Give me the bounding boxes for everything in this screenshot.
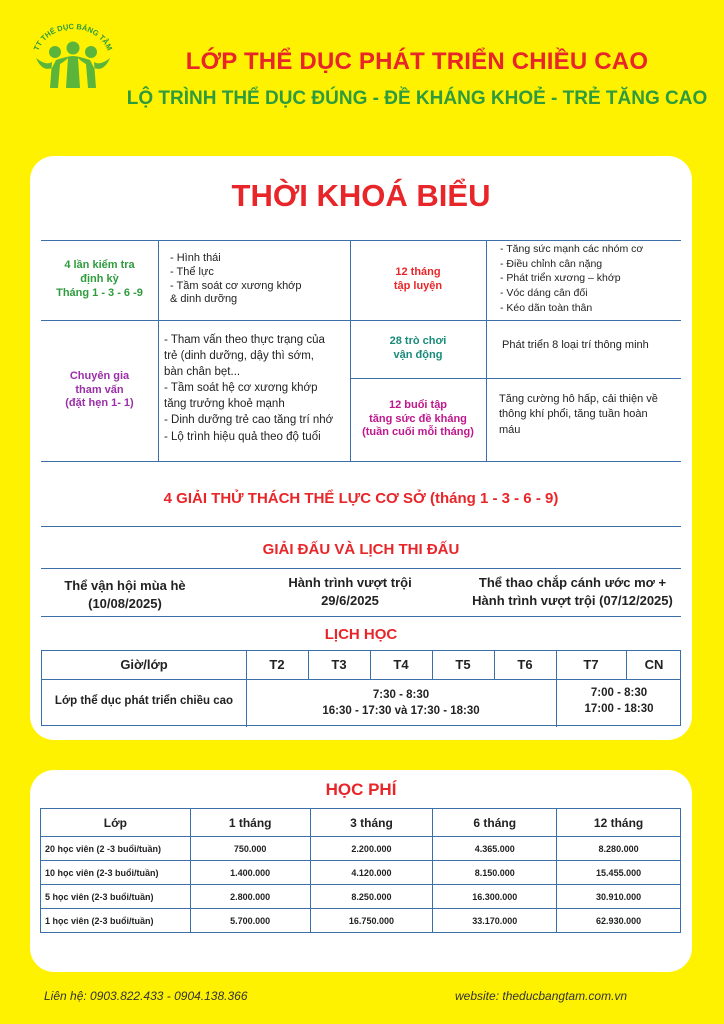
page-title: LỚP THỂ DỤC PHÁT TRIỂN CHIỀU CAO xyxy=(185,48,649,75)
timetable-title: LỊCH HỌC xyxy=(324,626,398,643)
fees-table xyxy=(40,808,681,933)
day-cn: CN xyxy=(644,657,664,672)
fees-col-1m: 1 tháng xyxy=(190,809,310,837)
website-link[interactable]: website: theducbangtam.com.vn xyxy=(455,989,628,1003)
weekend-hours: 7:00 - 8:30 17:00 - 18:30 xyxy=(584,687,654,716)
logo xyxy=(28,22,118,94)
page-subtitle: LỘ TRÌNH THỂ DỤC ĐÚNG - ĐỀ KHÁNG KHOẺ - TRẺ TĂNG CAO xyxy=(126,88,708,109)
fees-card xyxy=(30,770,692,972)
expert-items: - Tham vấn theo thực trạng của trẻ (dinh dưỡng, dậy thì sớm, bàn chân bẹt... - Tầm soát hệ cơ xương khớp tăng trưởng khoẻ mạnh - Dinh dưỡng trẻ cao tăng trí nhớ - Lộ trình hiệu quả theo độ tuổi xyxy=(164,334,334,443)
checkup-label: 4 lần kiểm tra định kỳ Tháng 1 - 3 - 6 -9 xyxy=(56,259,143,299)
logo-text: TT THỂ DỤC BẢNG TÂM xyxy=(31,22,115,52)
checkup-items: - Hình thái - Thể lực - Tầm soát cơ xương khớp & dinh dưỡng xyxy=(170,252,302,306)
day-t4: T4 xyxy=(393,657,409,672)
training-label: 12 tháng tập luyện xyxy=(393,266,443,292)
schedule-card xyxy=(30,156,692,740)
contact-phone: Liên hệ: 0903.822.433 - 0904.138.366 xyxy=(44,989,248,1003)
day-t5: T5 xyxy=(455,657,471,672)
schedule-title: THỜI KHOÁ BIỂU xyxy=(231,178,491,213)
day-t2: T2 xyxy=(269,657,285,672)
fees-col-3m: 3 tháng xyxy=(310,809,433,837)
fees-col-12m: 12 tháng xyxy=(557,809,681,837)
day-t6: T6 xyxy=(517,657,533,672)
event-summer: Thể vận hội mùa hè (10/08/2025) xyxy=(64,578,186,612)
weekday-hours: 7:30 - 8:30 16:30 - 17:30 và 17:30 - 18:30 xyxy=(322,689,480,718)
resistance-items: Tăng cường hô hấp, cải thiện về thông khí phổi, tăng tuần hoàn máu xyxy=(499,393,658,436)
games-desc: Phát triển 8 loại trí thông minh xyxy=(502,339,649,351)
fees-col-6m: 6 tháng xyxy=(433,809,557,837)
table-row: 20 học viên (2 -3 buổi/tuần) 750.000 2.200.000 4.365.000 8.280.000 xyxy=(41,837,681,861)
table-row: 1 học viên (2-3 buổi/tuần) 5.700.000 16.750.000 33.170.000 62.930.000 xyxy=(41,909,681,933)
challenge-title: 4 GIẢI THỬ THÁCH THỂ LỰC CƠ SỞ (tháng 1 - 3 - 6 - 9) xyxy=(163,490,559,507)
timetable xyxy=(41,650,681,726)
fees-title: HỌC PHÍ xyxy=(325,780,397,799)
table-row: 5 học viên (2-3 buổi/tuần) 2.800.000 8.250.000 16.300.000 30.910.000 xyxy=(41,885,681,909)
expert-label: Chuyên gia tham vấn (đặt hẹn 1- 1) xyxy=(65,369,134,410)
day-t3: T3 xyxy=(331,657,347,672)
resistance-label: 12 buổi tập tăng sức đề kháng (tuần cuối mỗi tháng) xyxy=(362,398,474,439)
training-items: - Tăng sức mạnh các nhóm cơ - Điều chỉnh cân nặng - Phát triển xương – khớp - Vóc dáng cân đối - Kéo dãn toàn thân xyxy=(500,243,644,314)
event-dream: Thể thao chắp cánh ước mơ + Hành trình vượt trội (07/12/2025) xyxy=(472,575,673,609)
fees-col-class: Lớp xyxy=(41,809,191,837)
fees-header-row xyxy=(41,809,681,837)
games-label: 28 trò chơi vận động xyxy=(389,335,447,361)
event-journey: Hành trình vượt trội 29/6/2025 xyxy=(288,575,412,609)
timetable-class-name: Lớp thể dục phát triển chiều cao xyxy=(54,695,234,707)
table-row: 10 học viên (2-3 buổi/tuần) 1.400.000 4.120.000 8.150.000 15.455.000 xyxy=(41,861,681,885)
timetable-header-class: Giờ/lớp xyxy=(120,657,168,672)
competition-title: GIẢI ĐẤU VÀ LỊCH THI ĐẤU xyxy=(262,541,460,558)
day-t7: T7 xyxy=(583,657,599,672)
